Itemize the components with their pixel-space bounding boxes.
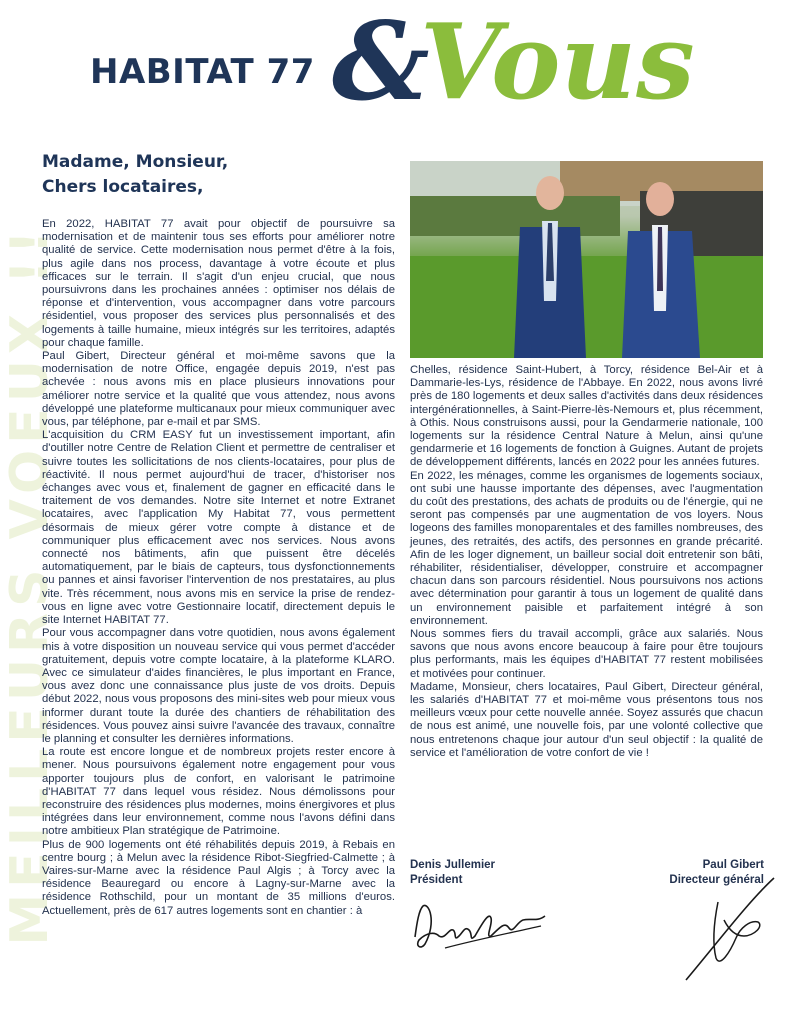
signer-name: Denis Jullemier [410, 859, 496, 871]
left-text-column [42, 218, 395, 918]
side-watermark-text: MEILLEURS VOEUX !! [0, 224, 60, 946]
paragraph: En 2022, HABITAT 77 avait pour objectif de poursuivre sa modernisation et de maintenir tous ses efforts pour améliorer notre qualité de service. Cette modernisation nous permet d'être à la fois, plus agile dans nos process, davantage à votre écoute et plus efficaces sur le terrain. Il s'agit d'un enjeu crucial, que nous poursuivrons dans les prochaines années : optimiser nos délais de réponse et d'intervention, vous accompagner dans votre parcours résidentiel, vous proposer des services plus personnalisés et des logements à taille humaine, mieux intégrés sur les territoires, adaptés pour chaque famille. [42, 218, 395, 349]
signer-role: Directeur général [669, 874, 764, 886]
paragraph: La route est encore longue et de nombreux projets rester encore à mener. Nous poursuivons également notre engagement pour vous apporter toujours plus de confort, en valorisant le patrimoine d'HABITAT 77 dans lequel vous résidez. Nous démolissons pour reconstruire des résidences plus modernes, moins énergivores et plus intégrées dans leur environnement, comme nous l'avons défini dans notre ambitieux Plan stratégique de Patrimoine. [42, 746, 395, 838]
greeting [42, 150, 372, 200]
signature-block-left [410, 858, 570, 888]
signer-role: Président [410, 874, 463, 886]
executives-photo [410, 161, 763, 358]
greeting-line-2: Chers locataires, [42, 177, 204, 197]
brand-title: HABITAT 77 [90, 52, 315, 92]
right-text-column [410, 364, 763, 760]
handwritten-signature-left [405, 892, 555, 962]
paragraph: Pour vous accompagner dans votre quotidien, nous avons également mis à votre disposition un nouveau service qui vous permet d'accéder gratuitement, depuis votre compte locataire, à la plateforme KLARO. Avec ce simulateur d'aides financières, le plus important en France, vous avez donc une connaissance plus juste de vos droits. Depuis début 2022, nous vous proposons des mini-sites web pour mieux vous informer durant toute la durée des chantiers de réhabilitation des résidences. Vous pouvez ainsi suivre l'avancée des travaux, connaître le planning et consulter les dernières informations. [42, 627, 395, 745]
paragraph: Chelles, résidence Saint-Hubert, à Torcy, résidence Bel-Air et à Dammarie-les-Lys, résidence de l'Abbaye. En 2022, nous avons livré près de 180 logements et deux salles d'activités dans deux résidences intergénérationnelles, à Saint-Pierre-lès-Nemours et, plus récemment, à Othis. Nous construisons aussi, pour la Gendarmerie nationale, 100 logements sur la résidence Central Nature à Melun, ainsi qu'une gendarmerie et 16 logements de fonction à Guignes. Autant de projets de développement différents, lancés en 2022 pour les années futures. [410, 364, 763, 469]
signer-name: Paul Gibert [702, 859, 764, 871]
photo-illustration [410, 161, 763, 358]
handwritten-signature-right [678, 872, 778, 984]
paragraph: Madame, Monsieur, chers locataires, Paul Gibert, Directeur général, les salariés d'HABITAT 77 et moi-même vous présentons tous nos meilleurs vœux pour cette nouvelle année. Soyez assurés que chacun de nous est animé, une nouvelle fois, par une volonté collective que nous entretenons chaque jour autour d'un seul objectif : la qualité de service et l'amélioration de votre confort de vie ! [410, 680, 763, 759]
brand-vous: Vous [420, 0, 695, 123]
paragraph: L'acquisition du CRM EASY fut un investissement important, afin d'outiller notre Centre de Relation Client et permettre de centraliser et suivre toutes les sollicitations de nos clients-locataires, pour plus de réactivité. Il nous permet aujourd'hui de tracer, d'historiser nos échanges avec vous et, finalement de gagner en efficacité dans le traitement de vos demandes. Notre site Internet et notre Extranet locataires, avec l'application My Habitat 77, vous permettent désormais de mieux gérer votre compte à distance et de communiquer plus efficacement avec nos services. Nous avons connecté nos bâtiments, afin que puissent être décelés automatiquement, par le biais de capteurs, tous dysfonctionnements ou pannes et ainsi favoriser l'intervention de nos prestataires, au plus vite. Très récemment, nous avons mis en service la prise de rendez-vous en ligne avec votre Gestionnaire locatif, directement depuis le site Internet HABITAT 77. [42, 429, 395, 627]
paragraph: Paul Gibert, Directeur général et moi-même savons que la modernisation de notre Office, engagée depuis 2019, n'est pas achevée : nous avons mis en place plusieurs innovations pour améliorer notre service et la qualité que vous attendez, nous avons développé une plateforme multicanaux pour mieux communiquer avec vous, par téléphone, par e-mail et par SMS. [42, 350, 395, 429]
paragraph: Plus de 900 logements ont été réhabilités depuis 2019, à Rebais en centre bourg ; à Melun avec la résidence Ribot-Siegfried-Calmette ; à Vaires-sur-Marne avec la résidence Paul Algis ; à Torcy avec la résidence Beauregard ou encore à Lagny-sur-Marne avec la résidence Rothschild, pour un montant de 35 millions d'euros. Actuellement, près de 617 autres logements sont en chantier : à [42, 838, 395, 917]
paragraph: Nous sommes fiers du travail accompli, grâce aux salariés. Nous savons que nous avons encore beaucoup à faire pour être toujours plus performants, mais les équipes d'HABITAT 77 restent mobilisées et motivées pour continuer. [410, 628, 763, 680]
paragraph: En 2022, les ménages, comme les organismes de logements sociaux, ont subi une hausse importante des dépenses, avec l'augmentation du coût des prestations, des achats de produits ou de l'énergie, qui ne seront pas compensés par une augmentation de vos loyers. Nous logeons des familles monoparentales et des familles nombreuses, des jeunes, des retraités, des actifs, des personnes en grande précarité. Afin de les loger dignement, un bailleur social doit entretenir son bâti, réhabiliter, résidentialiser, développer, construire et accompagner chacun dans son parcours résidentiel. Nous poursuivons nos actions avec détermination pour garantir à tous un logement de qualité dans un environnement paisible et parfaitement intégré à son environnement. [410, 469, 763, 627]
greeting-line-1: Madame, Monsieur, [42, 152, 229, 172]
brand-ampersand: & [332, 0, 430, 125]
